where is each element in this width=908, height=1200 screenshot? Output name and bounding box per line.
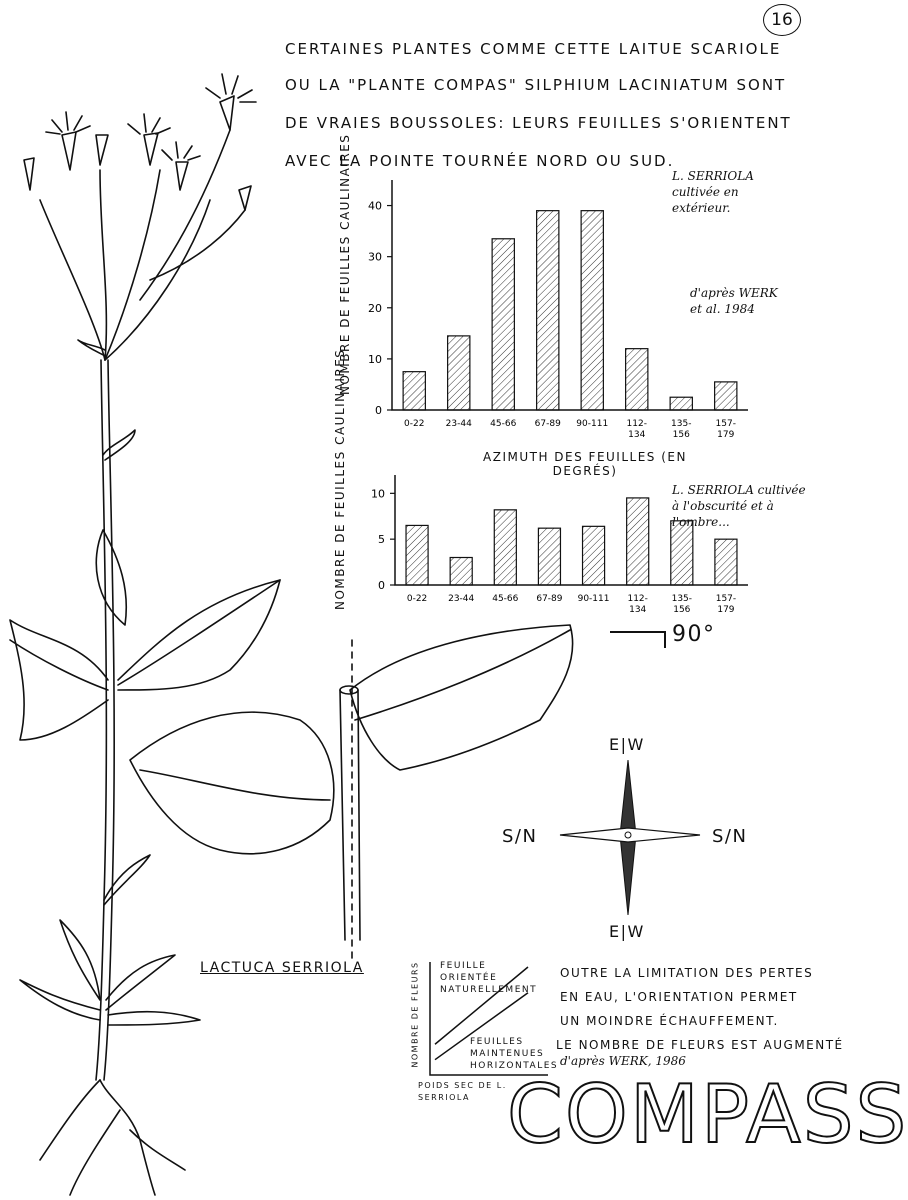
chart2-bar (583, 526, 605, 585)
chart1-bar (403, 372, 425, 410)
chart3-series2-label: FEUILLES MAINTENUES HORIZONTALES (470, 1037, 559, 1071)
chart2-xtick-label: 45-66 (492, 594, 519, 604)
compass-top-label: E|W (609, 735, 645, 754)
chart1-xtick-label: 135-156 (671, 419, 692, 440)
chart2-bar (671, 521, 693, 585)
chart1-bar (492, 239, 514, 410)
angle-marker (610, 632, 665, 648)
chart2-bar (715, 539, 737, 585)
chart1-xtick-label: 67-89 (534, 419, 561, 429)
chart1-bar (715, 382, 737, 410)
outro-line-1: OUTRE LA LIMITATION DES PERTES (560, 966, 814, 980)
chart1-ytick-label: 10 (368, 352, 382, 366)
chart1-bar (448, 336, 470, 410)
species-label: LACTUCA SERRIOLA (200, 960, 364, 976)
outro-line-2: EN EAU, L'ORIENTATION PERMET (560, 990, 798, 1004)
outro-line-3: UN MOINDRE ÉCHAUFFEMENT. (560, 1014, 779, 1028)
compass-rose (560, 760, 700, 915)
intro-line-1: CERTAINES PLANTES COMME CETTE LAITUE SCARIOLE (285, 40, 782, 58)
chart2-ytick-label: 0 (378, 579, 385, 592)
chart3-ylabel: NOMBRE DE FLEURS (410, 961, 420, 1068)
chart3-xlabel: POIDS SEC DE L. SERRIOLA (418, 1081, 507, 1102)
chart2-xtick-label: 90-111 (577, 594, 610, 604)
chart1-ytick-label: 30 (368, 250, 382, 264)
chart1-xtick-label: 23-44 (445, 419, 472, 429)
chart2-ytick-label: 5 (378, 533, 385, 547)
chart2-bar (494, 510, 516, 585)
chart1-xtick-label: 157-179 (715, 419, 736, 440)
chart1-bar (626, 349, 648, 410)
chart1-ytick-label: 0 (375, 404, 382, 417)
page-number: 16 (763, 4, 801, 36)
chart1-ytick-label: 40 (368, 199, 382, 213)
chart1-xtick-label: 45-66 (490, 419, 517, 429)
chart2-ytick-label: 10 (371, 487, 385, 501)
chart2-bar (406, 525, 428, 585)
chart2-bar (538, 528, 560, 585)
outro-line-4: LE NOMBRE DE FLEURS EST AUGMENTÉ (556, 1038, 844, 1052)
chart1-xtick-label: 90-111 (576, 419, 609, 429)
compass-right-label: S/N (712, 826, 748, 847)
angle-label: 90° (672, 622, 716, 647)
chart1-bar (581, 211, 603, 410)
chart2-xtick-label: 112-134 (627, 594, 648, 615)
chart2-ylabel: NOMBRE DE FEUILLES CAULINAIRES (333, 348, 347, 610)
intro-line-4: AVEC LA POINTE TOURNÉE NORD OU SUD. (285, 152, 675, 170)
outro-citation: d'après WERK, 1986 (560, 1054, 686, 1068)
chart2-xtick-label: 67-89 (536, 594, 563, 604)
chart2-xtick-label: 0-22 (406, 594, 428, 604)
chart2-annotation: L. SERRIOLA cultivée à l'obscurité et à l'ombre... (672, 483, 806, 529)
intro-line-2: OU LA "PLANTE COMPAS" SILPHIUM LACINIATUM SONT (285, 76, 787, 94)
chart2-xtick-label: 157-179 (715, 594, 737, 615)
chart1-annotation-1: L. SERRIOLA cultivée en extérieur. (672, 169, 754, 215)
chart1-xtick-label: 0-22 (404, 419, 425, 429)
intro-line-3: DE VRAIES BOUSSOLES: LEURS FEUILLES S'ORIENTENT (285, 114, 792, 132)
chart1-annotation-2: d'après WERK et al. 1984 (690, 286, 778, 316)
chart2-xtick-label: 23-44 (448, 594, 475, 604)
chart1-ylabel: NOMBRE DE FEUILLES CAULINAIRES (338, 133, 352, 395)
chart1-xlabel: AZIMUTH DES FEUILLES (EN DEGRÉS) (483, 450, 687, 478)
chart3-series1-label: FEUILLE ORIENTÉE NATURELLEMENT (440, 961, 538, 995)
chart2-xtick-label: 135-156 (671, 594, 693, 615)
chart1-ytick-label: 20 (368, 301, 382, 315)
compass-left-label: S/N (502, 826, 538, 847)
page-title: COMPASS (507, 1068, 908, 1161)
chart2-bar (627, 498, 649, 585)
chart1-bar (537, 211, 559, 410)
compass-bottom-label: E|W (609, 922, 645, 941)
chart1-bar (670, 397, 692, 410)
chart1-xtick-label: 112-134 (626, 419, 647, 440)
chart2-bar (450, 558, 472, 586)
